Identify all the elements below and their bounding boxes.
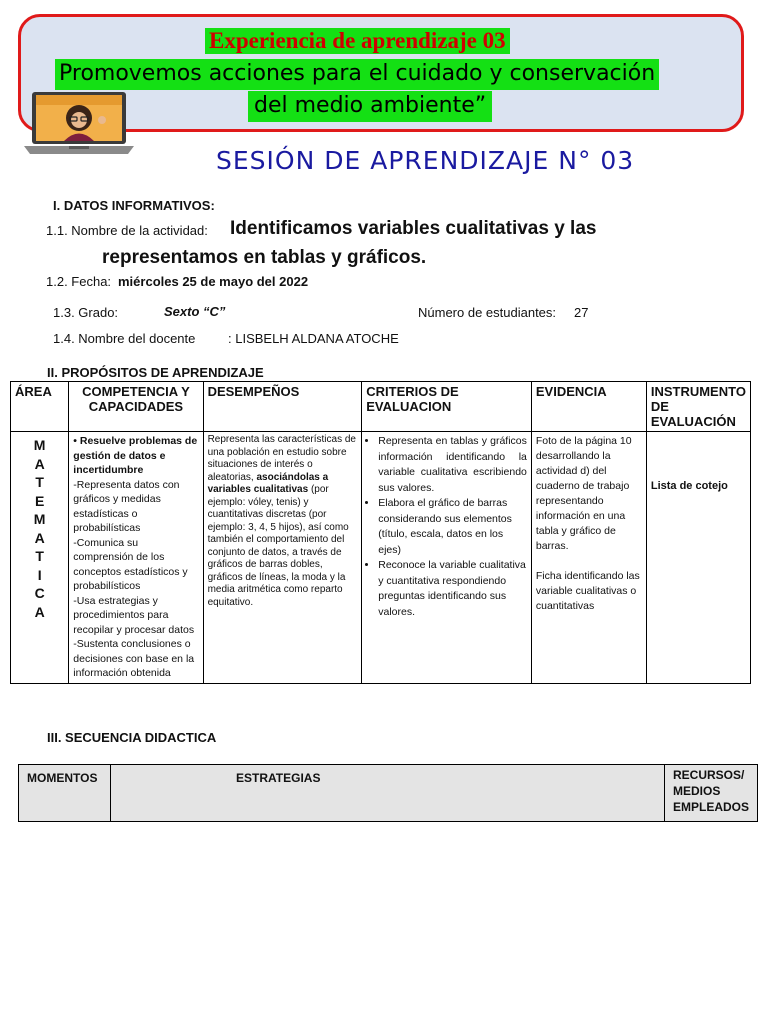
teacher-laptop-avatar-icon	[24, 90, 134, 158]
capacidad-item: -Representa datos con gráficos y medidas estadísticas o probabilísticas	[73, 478, 180, 534]
criterios-cell	[362, 432, 532, 684]
header-evidencia: EVIDENCIA	[531, 382, 646, 432]
evidencia-cell	[531, 432, 646, 684]
desempeno-text-bold: asociándolas a variables cualitativas	[207, 471, 329, 495]
section3-heading: III. SECUENCIA DIDACTICA	[47, 730, 217, 745]
area-cell	[11, 432, 69, 684]
experience-subtitle-line1: Promovemos acciones para el cuidado y conservación	[55, 59, 659, 90]
header-recursos: RECURSOS/ MEDIOS EMPLEADOS	[665, 765, 758, 822]
table-header-row	[19, 765, 758, 822]
instrumento-value: Lista de cotejo	[650, 480, 728, 492]
section2-heading: II. PROPÓSITOS DE APRENDIZAJE	[47, 365, 264, 380]
header-area: ÁREA	[11, 382, 69, 432]
grade-value: Sexto “C”	[164, 304, 226, 319]
criterio-item: • Elabora el gráfico de barras considerando sus elementos (título, escala, datos en los ejes)	[378, 496, 527, 558]
date-value: miércoles 25 de mayo del 2022	[118, 274, 309, 289]
area-letter: A	[34, 603, 45, 620]
header-criterios: CRITERIOS DE EVALUACION	[362, 382, 532, 432]
activity-name-line1: Identificamos variables cualitativas y las	[230, 218, 597, 239]
evidencia-item: Foto de la página 10 desarrollando la actividad d) del cuaderno de trabajo representando información en una tabla y gráfico de barras.	[535, 435, 632, 552]
criterio-item: • Reconoce la variable cualitativa y cuantitativa respondiendo preguntas identificando sus valores.	[378, 558, 527, 620]
area-letter: T	[35, 474, 44, 490]
criterio-item: • Representa en tablas y gráficos información identificando la variable cualitativa escribiendo sus valores.	[378, 434, 527, 496]
header-instrumento: INSTRUMENTO DE EVALUACIÓN	[646, 382, 750, 432]
teacher-value: : LISBELH ALDANA ATOCHE	[228, 331, 399, 346]
area-letter: I	[37, 566, 42, 583]
students-value: 27	[574, 305, 589, 320]
area-letter: C	[34, 585, 45, 601]
competencia-cell	[69, 432, 203, 684]
session-title: SESIÓN DE APRENDIZAJE N° 03	[216, 146, 635, 175]
area-letter: T	[35, 548, 44, 564]
desempeno-text-part1: Representa las características de una población en estudio sobre situaciones de interés o aleatorias,	[207, 434, 356, 483]
desempeno-text-part2: (por ejemplo: vóley, tenis) y cuantitativas discretas (por ejemplo: 3, 4, 5 hijos), así como también el comportamiento del conjunto de datos, a través de gráficos de barras dobles, gráficos de líneas, la moda y la media aritmética como reparto equitativo.	[207, 484, 349, 608]
learning-purposes-table	[10, 381, 751, 684]
header-competencia: COMPETENCIA Y CAPACIDADES	[69, 382, 203, 432]
area-letter: E	[34, 492, 45, 509]
header-desempenos: DESEMPEÑOS	[203, 382, 362, 432]
experience-title: Experiencia de aprendizaje 03	[205, 28, 510, 54]
evidencia-item: Ficha identificando las variable cualitativas o cuantitativas	[535, 570, 640, 612]
area-letter: A	[34, 529, 45, 546]
capacidad-item: -Sustenta conclusiones o decisiones con base en la información obtenida	[73, 638, 195, 679]
section1-heading: I. DATOS INFORMATIVOS:	[53, 198, 215, 213]
table-row	[11, 432, 751, 684]
capacidad-item: -Usa estrategias y procedimientos para recopilar y procesar datos	[73, 594, 195, 636]
teacher-label: 1.4. Nombre del docente	[53, 331, 196, 346]
activity-label: 1.1. Nombre de la actividad:	[46, 223, 208, 238]
grade-label: 1.3. Grado:	[53, 305, 119, 320]
students-label: Número de estudiantes:	[418, 305, 557, 320]
desempeno-cell	[203, 432, 362, 684]
competencia-title: Resuelve problemas de gestión de datos e incertidumbre	[73, 435, 198, 476]
area-letter: A	[34, 455, 45, 472]
area-letter: M	[33, 437, 46, 453]
activity-name-line2: representamos en tablas y gráficos.	[102, 247, 427, 268]
bullet-icon: •	[73, 435, 80, 447]
didactic-sequence-table	[18, 764, 758, 822]
header-momentos: MOMENTOS	[19, 765, 111, 822]
capacidad-item: -Comunica su comprensión de los conceptos estadísticos y probabilísticos	[73, 536, 188, 592]
header-estrategias: ESTRATEGIAS	[111, 765, 665, 822]
experience-subtitle-line2: del medio ambiente”	[248, 91, 492, 122]
table-header-row	[11, 382, 751, 432]
date-label: 1.2. Fecha:	[46, 274, 112, 289]
area-letter: M	[33, 511, 46, 527]
instrumento-cell	[646, 432, 750, 684]
